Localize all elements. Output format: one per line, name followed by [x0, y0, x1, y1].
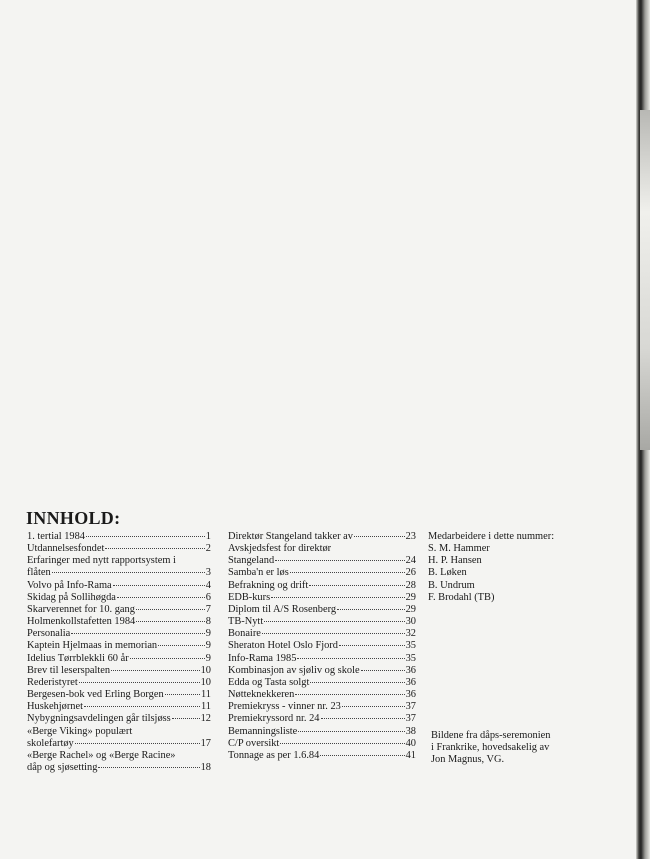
- entry-title: «Berge Rachel» og «Berge Racine»: [27, 749, 176, 761]
- entry-title: Info-Rama 1985: [228, 652, 297, 664]
- dot-leader: [84, 706, 200, 707]
- entry-page-number: 10: [200, 664, 211, 676]
- entry-page-number: 35: [405, 652, 416, 664]
- dot-leader: [79, 682, 200, 683]
- contents-entry: [228, 689, 416, 701]
- dot-leader: [98, 767, 199, 768]
- dot-leader: [172, 718, 200, 719]
- dot-leader: [71, 633, 205, 634]
- contents-entry: [27, 701, 211, 713]
- contents-entry: [228, 616, 416, 628]
- contents-entry: [228, 640, 416, 652]
- entry-page-number: 6: [205, 591, 211, 603]
- contents-column-2: [228, 531, 416, 762]
- entry-title: TB-Nytt: [228, 616, 264, 628]
- contents-entry: [228, 665, 416, 677]
- entry-title: Skidag på Sollihøgda: [27, 591, 116, 603]
- entry-title: Nybygningsavdelingen går tilsjøss: [27, 713, 171, 725]
- dot-leader: [262, 633, 405, 634]
- entry-page-number: 41: [405, 749, 416, 761]
- entry-page-number: 4: [205, 579, 211, 591]
- dot-leader: [86, 536, 205, 537]
- entry-title: Diplom til A/S Rosenberg: [228, 603, 337, 615]
- entry-page-number: 11: [200, 689, 211, 701]
- dot-leader: [337, 609, 405, 610]
- entry-title: Kombinasjon av sjøliv og skole: [228, 664, 360, 676]
- entry-page-number: 17: [200, 737, 211, 749]
- contents-entry: [228, 567, 416, 579]
- entry-title: Brev til leserspalten: [27, 664, 111, 676]
- contents-entry: [27, 604, 211, 616]
- entry-page-number: 32: [405, 628, 416, 640]
- dot-leader: [136, 621, 205, 622]
- entry-page-number: 18: [200, 761, 211, 773]
- entry-page-number: 9: [205, 640, 211, 652]
- entry-page-number: 9: [205, 628, 211, 640]
- dot-leader: [117, 597, 205, 598]
- contributor-name: B. Undrum: [428, 579, 475, 591]
- contents-entry: [27, 555, 211, 567]
- contents-entry: [228, 592, 416, 604]
- photo-credit-line: i Frankrike, hovedsakelig av: [431, 742, 550, 754]
- dot-leader: [111, 670, 200, 671]
- entry-page-number: 3: [205, 567, 211, 579]
- entry-title: Bonaire: [228, 628, 261, 640]
- contents-entry: [27, 653, 211, 665]
- entry-page-number: 11: [200, 701, 211, 713]
- entry-title: Bergesen-bok ved Erling Borgen: [27, 689, 164, 701]
- entry-page-number: 24: [405, 555, 416, 567]
- contents-entry: [27, 567, 211, 579]
- contents-entry: [228, 750, 416, 762]
- entry-page-number: 10: [200, 676, 211, 688]
- dot-leader: [295, 694, 404, 695]
- contributor-name: F. Brodahl (TB): [428, 591, 495, 603]
- contents-entry: [27, 762, 211, 774]
- contents-entry: [228, 677, 416, 689]
- contents-entry: [27, 713, 211, 725]
- entry-title: flåten: [27, 567, 51, 579]
- contents-entry: [228, 580, 416, 592]
- dot-leader: [320, 755, 404, 756]
- photo-credit-line: Jon Magnus, VG.: [431, 754, 505, 766]
- contents-entry: [27, 628, 211, 640]
- entry-title: Kaptein Hjelmaas in memorian: [27, 640, 158, 652]
- entry-title: Idelius Tørrblekkli 60 år: [27, 652, 129, 664]
- contents-entry: [27, 531, 211, 543]
- entry-page-number: 40: [405, 737, 416, 749]
- dot-leader: [309, 585, 404, 586]
- dot-leader: [280, 743, 404, 744]
- entry-title: Premiekryss - vinner nr. 23: [228, 701, 341, 713]
- dot-leader: [339, 645, 405, 646]
- contents-entry: [27, 640, 211, 652]
- dot-leader: [321, 718, 405, 719]
- contents-entry: [27, 738, 211, 750]
- page-edge-highlight: [640, 110, 650, 450]
- contributors-title: Medarbeidere i dette nummer:: [428, 531, 555, 542]
- dot-leader: [264, 621, 404, 622]
- contents-entry: [27, 726, 211, 738]
- dot-leader: [298, 731, 404, 732]
- contents-entry: [27, 665, 211, 677]
- contents-entry: [228, 531, 416, 543]
- contents-entry: [228, 701, 416, 713]
- entry-page-number: 26: [405, 567, 416, 579]
- entry-title: Befrakning og drift: [228, 579, 309, 591]
- contributors-block: [428, 531, 588, 604]
- contents-entry: [27, 616, 211, 628]
- entry-title: Edda og Tasta solgt: [228, 676, 310, 688]
- photo-credit-line: Bildene fra dåps-seremonien: [431, 730, 551, 741]
- entry-title: Holmenkollstafetten 1984: [27, 616, 136, 628]
- dot-leader: [105, 548, 204, 549]
- contents-entry: [27, 689, 211, 701]
- entry-title: EDB-kurs: [228, 591, 271, 603]
- entry-title: «Berge Viking» populært: [27, 725, 133, 737]
- contents-entry: [228, 738, 416, 750]
- contents-entry: [27, 543, 211, 555]
- entry-page-number: 36: [405, 664, 416, 676]
- dot-leader: [354, 536, 405, 537]
- dot-leader: [275, 560, 404, 561]
- contents-entry: [27, 580, 211, 592]
- entry-page-number: 30: [405, 616, 416, 628]
- dot-leader: [271, 597, 404, 598]
- entry-title: C/P oversikt: [228, 737, 280, 749]
- entry-page-number: 37: [405, 701, 416, 713]
- entry-page-number: 37: [405, 713, 416, 725]
- entry-title: Nøtteknekkeren: [228, 689, 295, 701]
- contents-entry: [27, 677, 211, 689]
- entry-page-number: 7: [205, 603, 211, 615]
- dot-leader: [75, 743, 200, 744]
- dot-leader: [165, 694, 200, 695]
- entry-title: Avskjedsfest for direktør: [228, 543, 332, 555]
- entry-page-number: 36: [405, 676, 416, 688]
- contents-entry: [27, 592, 211, 604]
- entry-title: Tonnage as per 1.6.84: [228, 749, 320, 761]
- entry-title: Samba'n er løs: [228, 567, 289, 579]
- entry-title: dåp og sjøsetting: [27, 761, 98, 773]
- dot-leader: [113, 585, 205, 586]
- dot-leader: [52, 572, 205, 573]
- entry-title: Huskehjørnet: [27, 701, 83, 713]
- entry-title: Bemanningsliste: [228, 725, 298, 737]
- entry-page-number: 28: [405, 579, 416, 591]
- dot-leader: [130, 658, 205, 659]
- dot-leader: [361, 670, 405, 671]
- contents-column-1: [27, 531, 211, 774]
- entry-title: Erfaringer med nytt rapportsystem i: [27, 555, 176, 567]
- contents-entry: [228, 543, 416, 555]
- entry-page-number: 8: [205, 616, 211, 628]
- entry-page-number: 38: [405, 725, 416, 737]
- entry-page-number: 35: [405, 640, 416, 652]
- dot-leader: [297, 658, 404, 659]
- contributor-name: S. M. Hammer: [428, 543, 490, 555]
- contents-entry: [228, 713, 416, 725]
- entry-title: Volvo på Info-Rama: [27, 579, 112, 591]
- entry-title: skolefartøy: [27, 737, 74, 749]
- contributor-name: H. P. Hansen: [428, 555, 482, 567]
- contents-heading: INNHOLD:: [26, 508, 121, 528]
- contents-entry: [228, 653, 416, 665]
- entry-title: 1. tertial 1984: [27, 531, 86, 542]
- entry-page-number: 1: [205, 531, 211, 542]
- dot-leader: [136, 609, 205, 610]
- contents-entry: [228, 726, 416, 738]
- contributor-name: B. Løken: [428, 567, 467, 579]
- entry-title: Skarverennet for 10. gang: [27, 603, 135, 615]
- entry-title: Direktør Stangeland takker av: [228, 531, 353, 542]
- dot-leader: [342, 706, 405, 707]
- entry-title: Utdannelsesfondet: [27, 543, 105, 555]
- entry-title: Premiekryssord nr. 24: [228, 713, 320, 725]
- entry-title: Rederistyret: [27, 676, 78, 688]
- entry-page-number: 29: [405, 603, 416, 615]
- entry-page-number: 29: [405, 591, 416, 603]
- contents-entry: [228, 604, 416, 616]
- entry-page-number: 12: [200, 713, 211, 725]
- entry-title: Personalia: [27, 628, 71, 640]
- dot-leader: [310, 682, 404, 683]
- photo-credit: [431, 730, 601, 767]
- entry-page-number: 23: [405, 531, 416, 542]
- contents-entry: [27, 750, 211, 762]
- entry-page-number: 2: [205, 543, 211, 555]
- entry-page-number: 9: [205, 652, 211, 664]
- contents-entry: [228, 555, 416, 567]
- entry-title: Sheraton Hotel Oslo Fjord: [228, 640, 338, 652]
- contents-entry: [228, 628, 416, 640]
- entry-title: Stangeland: [228, 555, 275, 567]
- dot-leader: [158, 645, 205, 646]
- dot-leader: [290, 572, 405, 573]
- entry-page-number: 36: [405, 689, 416, 701]
